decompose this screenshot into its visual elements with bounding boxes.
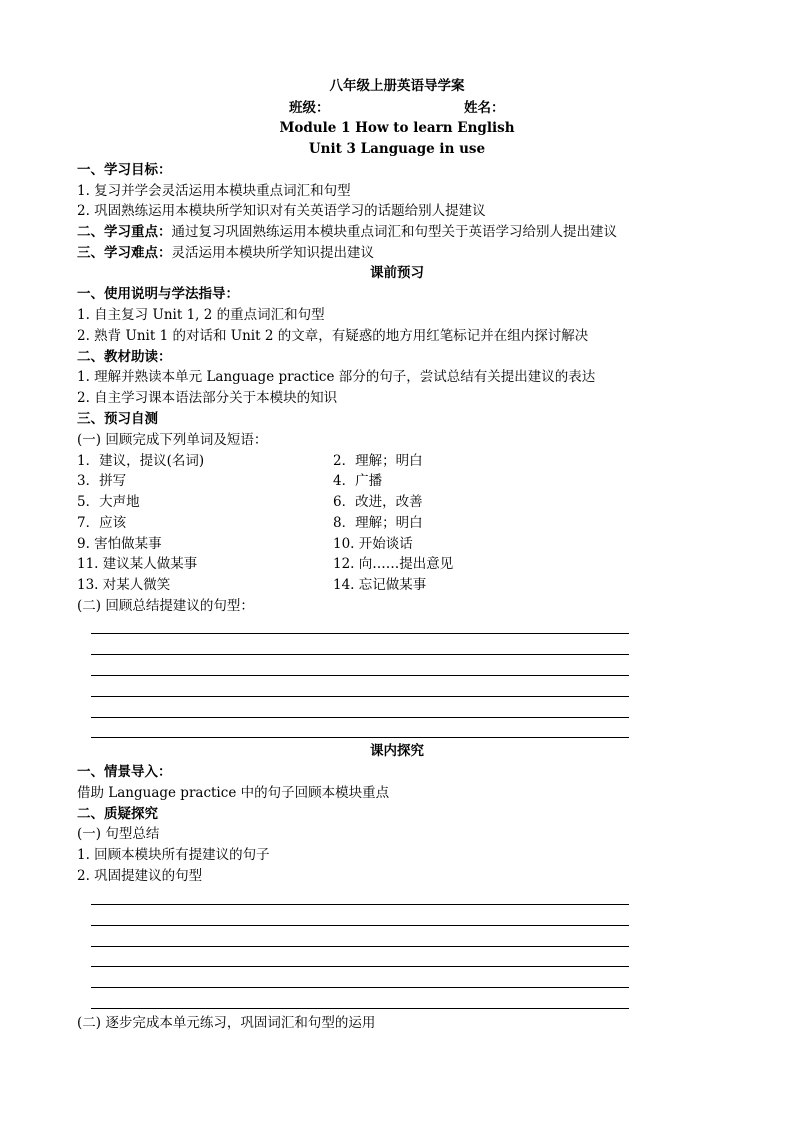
document-title: 八年级上册英语导学案 [329,78,465,94]
scene-text: 借助 Language practice 中的句子回顾本模块重点 [77,785,390,801]
vocab-part-heading: (一) 回顾完成下列单词及短语： [77,432,268,448]
vocab-item: 7．应该 [77,515,127,531]
answer-line[interactable] [91,696,629,697]
key-points-line [77,222,617,242]
aid-item: 1. 理解并熟读本单元 Language practice 部分的句子，尝试总结有关提出建议的表达 [77,369,596,385]
vocab-item: 14. 忘记做某事 [333,577,427,593]
instructions-heading: 一、使用说明与学法指导： [77,286,239,302]
vocab-item: 10. 开始谈话 [333,536,413,552]
aid-item: 2. 自主学习课本语法部分关于本模块的知识 [77,390,338,406]
difficulty-text: 灵活运用本模块所学知识提出建议 [171,245,374,261]
objectives-heading: 一、学习目标： [77,162,172,178]
answer-line[interactable] [91,633,629,634]
scene-heading: 一、情景导入： [77,764,172,780]
difficulty-label: 三、学习难点： [77,245,172,261]
vocab-item: 8．理解；明白 [333,515,423,531]
inquiry-item: 2. 巩固提建议的句型 [77,868,203,884]
name-label: 姓名： [464,100,505,116]
key-points-text: 通过复习巩固熟练运用本模块重点词汇和句型关于英语学习给别人提出建议 [171,224,617,240]
vocab-item: 9. 害怕做某事 [77,536,162,552]
unit-title: Unit 3 Language in use [308,141,486,157]
suggestion-part-heading: (二) 回顾总结提建议的句型： [77,598,254,614]
answer-line[interactable] [91,966,629,967]
answer-line[interactable] [91,946,629,947]
sentence-summary-heading: (一) 句型总结 [77,826,160,842]
key-points-label: 二、学习重点： [77,224,172,240]
answer-line[interactable] [91,1008,629,1009]
answer-line[interactable] [91,654,629,655]
preview-section-title: 课前预习 [370,265,424,281]
aid-heading: 二、教材助读： [77,349,172,365]
answer-line[interactable] [91,675,629,676]
difficulty-line [77,243,374,263]
inquiry-heading: 二、质疑探究 [77,806,158,822]
vocab-item: 13. 对某人微笑 [77,577,171,593]
vocab-item: 11. 建议某人做某事 [77,556,198,572]
vocab-item: 3．拼写 [77,473,127,489]
self-test-heading: 三、预习自测 [77,411,158,427]
vocab-item: 5．大声地 [77,494,140,510]
vocab-item: 1．建议，提议(名词) [77,453,205,469]
inquiry-item: 1. 回顾本模块所有提建议的句子 [77,847,270,863]
inclass-section-title: 课内探究 [370,743,424,759]
vocab-item: 4．广播 [333,473,383,489]
class-label: 班级： [289,100,330,116]
vocab-item: 6．改进，改善 [333,494,423,510]
vocab-item: 2．理解；明白 [333,453,423,469]
objective-item: 2. 巩固熟练运用本模块所学知识对有关英语学习的话题给别人提建议 [77,203,486,219]
exercise-part-heading: (二) 逐步完成本单元练习，巩固词汇和句型的运用 [77,1015,376,1031]
instruction-item: 2. 熟背 Unit 1 的对话和 Unit 2 的文章，有疑惑的地方用红笔标记并在组内探讨解决 [77,328,589,344]
instruction-item: 1. 自主复习 Unit 1, 2 的重点词汇和句型 [77,307,325,323]
answer-line[interactable] [91,717,629,718]
answer-line[interactable] [91,904,629,905]
vocab-item: 12. 向……提出意见 [333,556,454,572]
answer-line[interactable] [91,737,629,738]
module-title: Module 1 How to learn English [279,120,515,136]
answer-line[interactable] [91,987,629,988]
answer-line[interactable] [91,925,629,926]
objective-item: 1. 复习并学会灵活运用本模块重点词汇和句型 [77,183,351,199]
